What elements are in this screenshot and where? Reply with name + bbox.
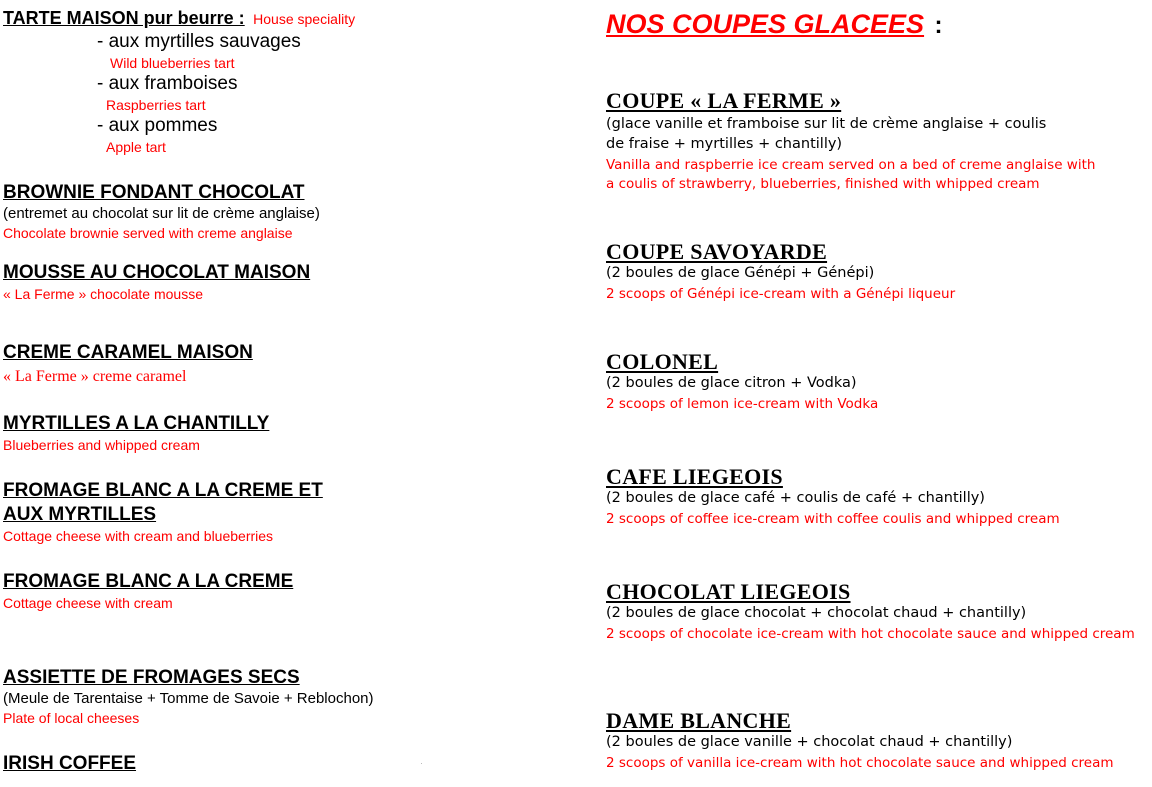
tarte-item-fr: - aux myrtilles sauvages xyxy=(97,31,301,52)
coupe-description: (glace vanille et framboise sur lit de crème anglaise + coulis xyxy=(606,116,1047,132)
coupe-translation: 2 scoops of vanilla ice-cream with hot chocolate sauce and whipped cream xyxy=(606,755,1114,771)
dessert-title: FROMAGE BLANC A LA CREME xyxy=(3,571,294,592)
coupe-title: DAME BLANCHE xyxy=(606,708,792,733)
tarte-item-fr: - aux pommes xyxy=(97,115,218,136)
coupes-heading-text: NOS COUPES GLACEES xyxy=(606,9,925,39)
dessert-translation: Blueberries and whipped cream xyxy=(3,437,200,453)
coupe-description: (2 boules de glace Génépi + Génépi) xyxy=(606,265,875,281)
coupe-title: CHOCOLAT LIEGEOIS xyxy=(606,579,851,604)
dessert-title: IRISH COFFEE xyxy=(3,753,137,774)
coupe-title: COUPE « LA FERME » xyxy=(606,88,842,113)
coupe-translation: 2 scoops of coffee ice-cream with coffee coulis and whipped cream xyxy=(606,511,1060,527)
dessert-title: CREME CARAMEL MAISON xyxy=(3,342,253,363)
tarte-title: TARTE MAISON pur beurre : xyxy=(3,8,245,28)
dessert-title: MOUSSE AU CHOCOLAT MAISON xyxy=(3,262,311,283)
dessert-description: (entremet au chocolat sur lit de crème anglaise) xyxy=(3,205,320,222)
coupe-translation: Vanilla and raspberrie ice cream served on a bed of creme anglaise with xyxy=(606,157,1096,173)
coupe-translation: 2 scoops of chocolate ice-cream with hot chocolate sauce and whipped cream xyxy=(606,626,1135,642)
dessert-title: FROMAGE BLANC A LA CREME ET xyxy=(3,480,323,501)
tarte-header xyxy=(3,6,355,30)
coupes-heading xyxy=(606,8,943,42)
dessert-description: (Meule de Tarentaise + Tomme de Savoie + Reblochon) xyxy=(3,690,374,707)
tarte-item-en: Wild blueberries tart xyxy=(110,55,235,71)
dessert-translation: Cottage cheese with cream xyxy=(3,595,173,611)
dessert-translation: « La Ferme » creme caramel xyxy=(3,368,187,385)
dessert-title: ASSIETTE DE FROMAGES SECS xyxy=(3,667,300,688)
tarte-tag: House speciality xyxy=(253,11,356,27)
stray-mark xyxy=(421,763,422,764)
coupe-title: CAFE LIEGEOIS xyxy=(606,464,783,489)
coupe-description: (2 boules de glace chocolat + chocolat chaud + chantilly) xyxy=(606,605,1027,621)
dessert-translation: Plate of local cheeses xyxy=(3,710,140,726)
coupe-description: (2 boules de glace citron + Vodka) xyxy=(606,375,857,391)
dessert-title-continued: AUX MYRTILLES xyxy=(3,504,157,525)
dessert-translation: « La Ferme » chocolate mousse xyxy=(3,286,203,302)
tarte-item-en: Apple tart xyxy=(106,139,166,155)
coupe-description: de fraise + myrtilles + chantilly) xyxy=(606,136,843,152)
coupe-translation: 2 scoops of Génépi ice-cream with a Génépi liqueur xyxy=(606,286,956,302)
coupe-description: (2 boules de glace café + coulis de café + chantilly) xyxy=(606,490,985,506)
coupe-description: (2 boules de glace vanille + chocolat chaud + chantilly) xyxy=(606,734,1013,750)
dessert-title: MYRTILLES A LA CHANTILLY xyxy=(3,413,270,434)
dessert-translation: Chocolate brownie served with creme anglaise xyxy=(3,225,293,241)
dessert-translation: Cottage cheese with cream and blueberries xyxy=(3,528,274,544)
coupe-translation: a coulis of strawberry, blueberries, finished with whipped cream xyxy=(606,176,1040,192)
coupe-title: COLONEL xyxy=(606,349,719,374)
coupe-translation: 2 scoops of lemon ice-cream with Vodka xyxy=(606,396,879,412)
tarte-item-fr: - aux framboises xyxy=(97,73,238,94)
tarte-item-en: Raspberries tart xyxy=(106,97,206,113)
dessert-title: BROWNIE FONDANT CHOCOLAT xyxy=(3,182,305,203)
coupes-heading-colon: : xyxy=(934,12,943,39)
coupe-title: COUPE SAVOYARDE xyxy=(606,239,828,264)
